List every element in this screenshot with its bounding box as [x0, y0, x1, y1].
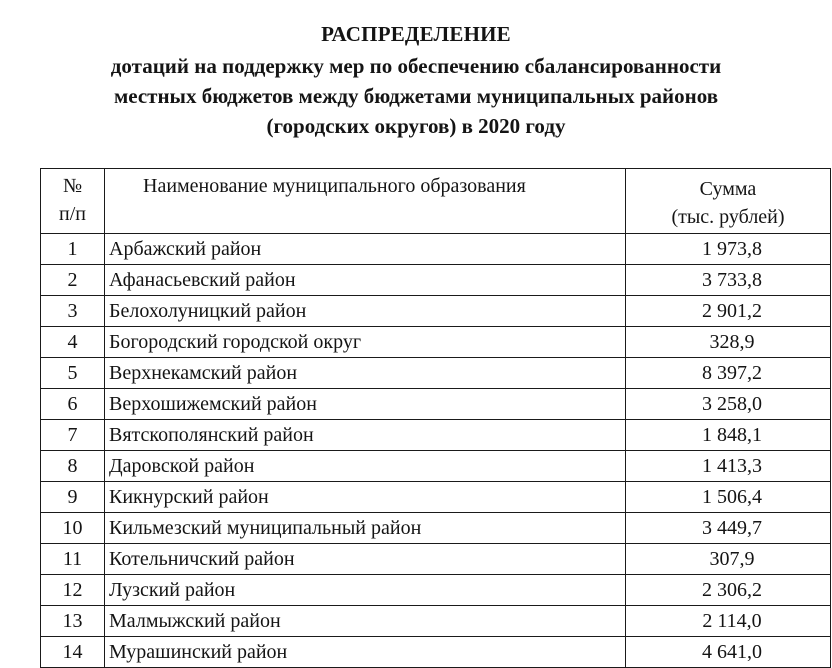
- distribution-table-container: [40, 168, 830, 663]
- table-row: [41, 482, 831, 513]
- table-row: [41, 358, 831, 389]
- amount-cell: 1 848,1: [626, 420, 831, 451]
- row-number-cell: 10: [41, 513, 105, 544]
- municipality-name-cell: Малмыжский район: [105, 606, 626, 637]
- amount-cell: 8 397,2: [626, 358, 831, 389]
- municipality-name-cell: Мурашинский район: [105, 637, 626, 668]
- column-header-number-line: №: [62, 175, 83, 197]
- amount-cell: 1 506,4: [626, 482, 831, 513]
- municipality-name-cell: Верхошижемский район: [105, 389, 626, 420]
- municipality-name-cell: Даровской район: [105, 451, 626, 482]
- amount-cell: 328,9: [626, 327, 831, 358]
- amount-cell: 3 449,7: [626, 513, 831, 544]
- row-number-cell: 5: [41, 358, 105, 389]
- table-row: [41, 420, 831, 451]
- document-title: РАСПРЕДЕЛЕНИЕ: [321, 22, 511, 46]
- table-row: [41, 265, 831, 296]
- column-header-number: [41, 169, 105, 234]
- municipality-name-cell: Афанасьевский район: [105, 265, 626, 296]
- table-body: [41, 234, 831, 668]
- municipality-name-cell: Верхнекамский район: [105, 358, 626, 389]
- table-row: [41, 606, 831, 637]
- municipality-name-cell: Арбажский район: [105, 234, 626, 265]
- table-row: [41, 451, 831, 482]
- row-number-cell: 14: [41, 637, 105, 668]
- row-number-cell: 12: [41, 575, 105, 606]
- row-number-cell: 3: [41, 296, 105, 327]
- document-subtitle-line: местных бюджетов между бюджетами муниципальных районов: [113, 84, 719, 108]
- amount-cell: 307,9: [626, 544, 831, 575]
- table-row: [41, 513, 831, 544]
- amount-cell: 4 641,0: [626, 637, 831, 668]
- municipality-name-cell: Белохолуницкий район: [105, 296, 626, 327]
- column-header-sum-line: Сумма: [699, 178, 757, 200]
- table-row: [41, 296, 831, 327]
- document-subtitle-line: (городских округов) в 2020 году: [266, 114, 566, 138]
- municipality-name-cell: Кикнурский район: [105, 482, 626, 513]
- column-header-sum: [626, 169, 831, 234]
- row-number-cell: 13: [41, 606, 105, 637]
- row-number-cell: 7: [41, 420, 105, 451]
- amount-cell: 3 733,8: [626, 265, 831, 296]
- table-row: [41, 327, 831, 358]
- table-header-row: [41, 169, 831, 234]
- distribution-table: [40, 168, 831, 668]
- amount-cell: 2 114,0: [626, 606, 831, 637]
- document-subtitle-line: дотаций на поддержку мер по обеспечению сбалансированности: [110, 54, 722, 78]
- row-number-cell: 2: [41, 265, 105, 296]
- row-number-cell: 1: [41, 234, 105, 265]
- municipality-name-cell: Вятскополянский район: [105, 420, 626, 451]
- column-header-number-line: п/п: [59, 203, 86, 225]
- amount-cell: 1 973,8: [626, 234, 831, 265]
- table-row: [41, 575, 831, 606]
- amount-cell: 3 258,0: [626, 389, 831, 420]
- amount-cell: 2 901,2: [626, 296, 831, 327]
- table-row: [41, 234, 831, 265]
- municipality-name-cell: Котельничский район: [105, 544, 626, 575]
- row-number-cell: 6: [41, 389, 105, 420]
- column-header-sum-line: (тыс. рублей): [671, 206, 785, 228]
- table-row: [41, 389, 831, 420]
- amount-cell: 2 306,2: [626, 575, 831, 606]
- amount-cell: 1 413,3: [626, 451, 831, 482]
- municipality-name-cell: Богородский городской округ: [105, 327, 626, 358]
- table-row: [41, 544, 831, 575]
- row-number-cell: 4: [41, 327, 105, 358]
- column-header-name: Наименование муниципального образования: [105, 169, 626, 234]
- table-row: [41, 637, 831, 668]
- row-number-cell: 8: [41, 451, 105, 482]
- municipality-name-cell: Лузский район: [105, 575, 626, 606]
- row-number-cell: 9: [41, 482, 105, 513]
- municipality-name-cell: Кильмезский муниципальный район: [105, 513, 626, 544]
- row-number-cell: 11: [41, 544, 105, 575]
